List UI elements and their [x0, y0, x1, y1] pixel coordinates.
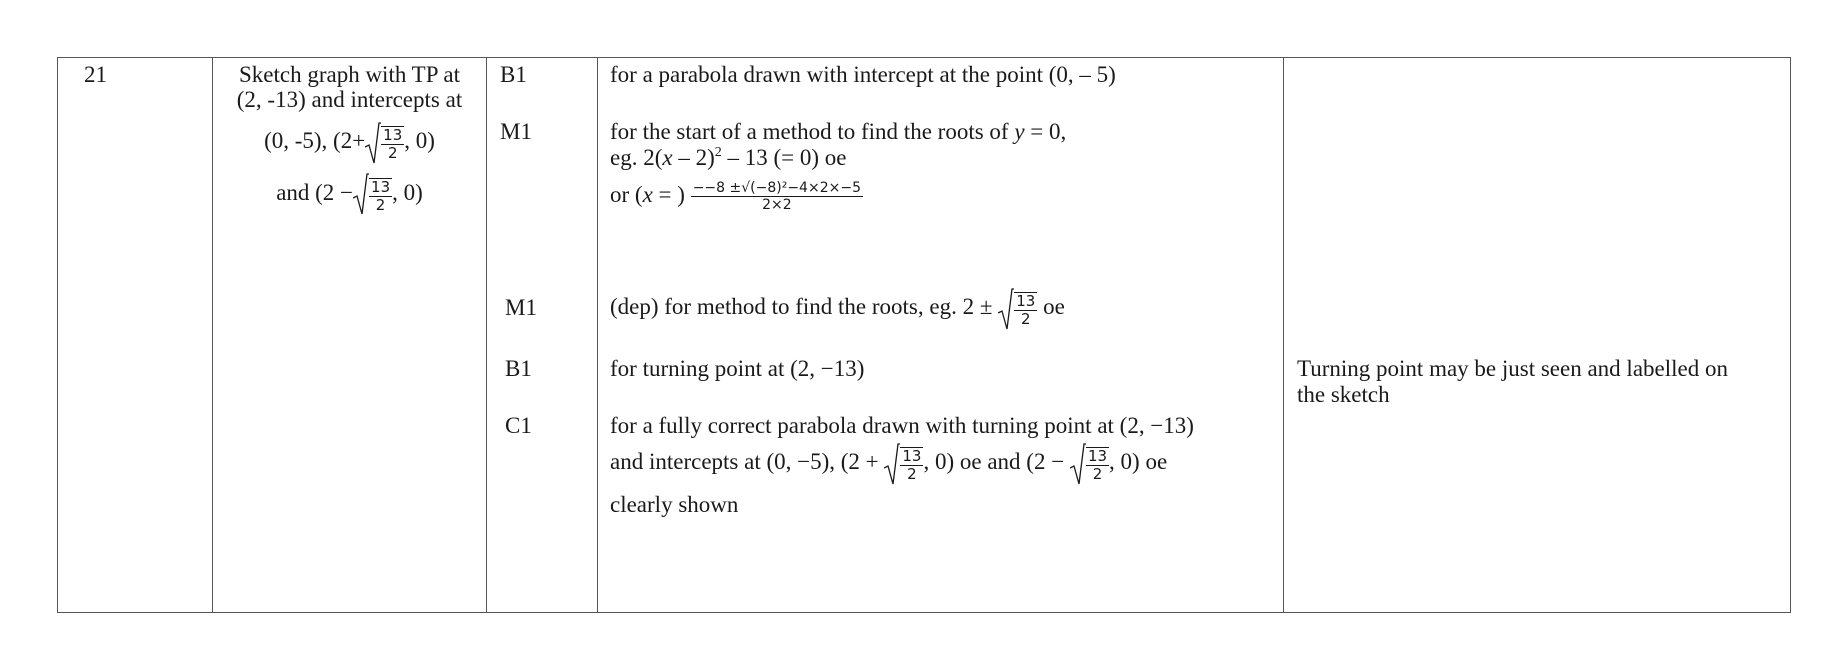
sqrt-denominator: 2: [1020, 310, 1031, 329]
note-c1-line-3: clearly shown: [610, 492, 739, 517]
sqrt-denominator: 2: [907, 465, 917, 484]
exponent: 2: [714, 145, 722, 160]
radical-sign: [998, 287, 1014, 331]
mark-m1: M1: [500, 119, 532, 144]
note-m1-dep: [610, 285, 1065, 331]
note-m1-line-2-b: – 2): [672, 145, 715, 170]
mark-b1: B1: [500, 62, 527, 87]
sqrt-numerator: 13: [1016, 292, 1036, 311]
radical-sign: [353, 172, 369, 216]
column-divider: [597, 58, 598, 612]
quadratic-formula: [691, 180, 863, 213]
note-b1-tp: for turning point at (2, −13): [610, 356, 865, 381]
mark-scheme-table: [57, 57, 1791, 613]
sqrt-denominator: 2: [375, 196, 386, 215]
answer-line-4-post: , 0): [392, 179, 423, 205]
mark-b1-tp: B1: [505, 356, 532, 381]
answer-cell: [213, 61, 486, 216]
sqrt-denominator: 2: [1092, 465, 1103, 484]
quadratic-denominator: 2×2: [762, 197, 792, 214]
note-m1-line-3: [610, 175, 863, 215]
guidance-line-1: Turning point may be just seen and labelled on: [1297, 356, 1728, 381]
column-divider: [1283, 58, 1284, 612]
radical-sign: [365, 121, 381, 165]
sqrt-expression: [365, 121, 404, 165]
note-m1-line-3-a: or (: [610, 182, 643, 207]
note-m1-line-1: [610, 118, 1066, 145]
answer-line-3-pre: (0, -5), (2+: [264, 128, 366, 153]
sqrt-expression: [353, 172, 392, 216]
quadratic-numerator: −−8 ±√(−8)²−4×2×−5: [692, 180, 861, 197]
answer-line-3: [213, 119, 486, 165]
note-m1-line-2: [610, 144, 847, 171]
note-m1-dep-text: (dep) for method to find the roots, eg. 2 ±: [610, 294, 993, 319]
sqrt-expression: [1070, 442, 1109, 486]
note-m1-line-2-c: – 13 (= 0) oe: [721, 145, 847, 170]
answer-line-2: (2, -13) and intercepts at: [236, 87, 463, 112]
note-m1-line-1-text: for the start of a method to find the roots of: [610, 119, 1015, 144]
question-number: 21: [84, 62, 107, 87]
column-divider: [486, 58, 487, 612]
variable-x: x: [642, 182, 653, 207]
note-b1: for a parabola drawn with intercept at the point (0, – 5): [610, 62, 1116, 87]
radical-sign: [884, 442, 900, 486]
note-c1-line-1: for a fully correct parabola drawn with turning point at (2, −13): [610, 413, 1194, 438]
note-m1-line-3-b: = ): [652, 182, 685, 207]
answer-line-3-post: , 0): [404, 128, 435, 153]
note-m1-dep-oe: oe: [1043, 294, 1065, 319]
guidance-line-2: the sketch: [1297, 382, 1390, 407]
sqrt-expression: [998, 287, 1037, 331]
answer-line-4: [213, 171, 486, 217]
note-c1-line-2: [610, 440, 1167, 486]
mark-c1: C1: [505, 413, 532, 438]
sqrt-numerator: 13: [371, 178, 391, 197]
answer-line-4-pre: and (2 −: [276, 179, 354, 205]
note-m1-line-1-end: = 0,: [1024, 119, 1067, 144]
answer-line-1: Sketch graph with TP at: [238, 62, 461, 87]
variable-x: x: [662, 145, 673, 170]
note-c1-line-2-a: and intercepts at (0, −5), (2 +: [610, 449, 879, 474]
sqrt-denominator: 2: [387, 144, 398, 163]
note-c1-line-2-c: , 0) oe: [1109, 449, 1168, 474]
radical-sign: [1070, 442, 1086, 486]
note-c1-line-2-b: , 0) oe and (2 −: [923, 449, 1065, 474]
sqrt-numerator: 13: [902, 447, 922, 466]
mark-m1-dep: M1: [505, 295, 537, 320]
sqrt-numerator: 13: [383, 126, 403, 145]
sqrt-expression: [884, 442, 923, 486]
variable-y: y: [1014, 119, 1025, 144]
note-m1-line-2-a: eg. 2(: [610, 145, 663, 170]
sqrt-numerator: 13: [1087, 447, 1108, 466]
